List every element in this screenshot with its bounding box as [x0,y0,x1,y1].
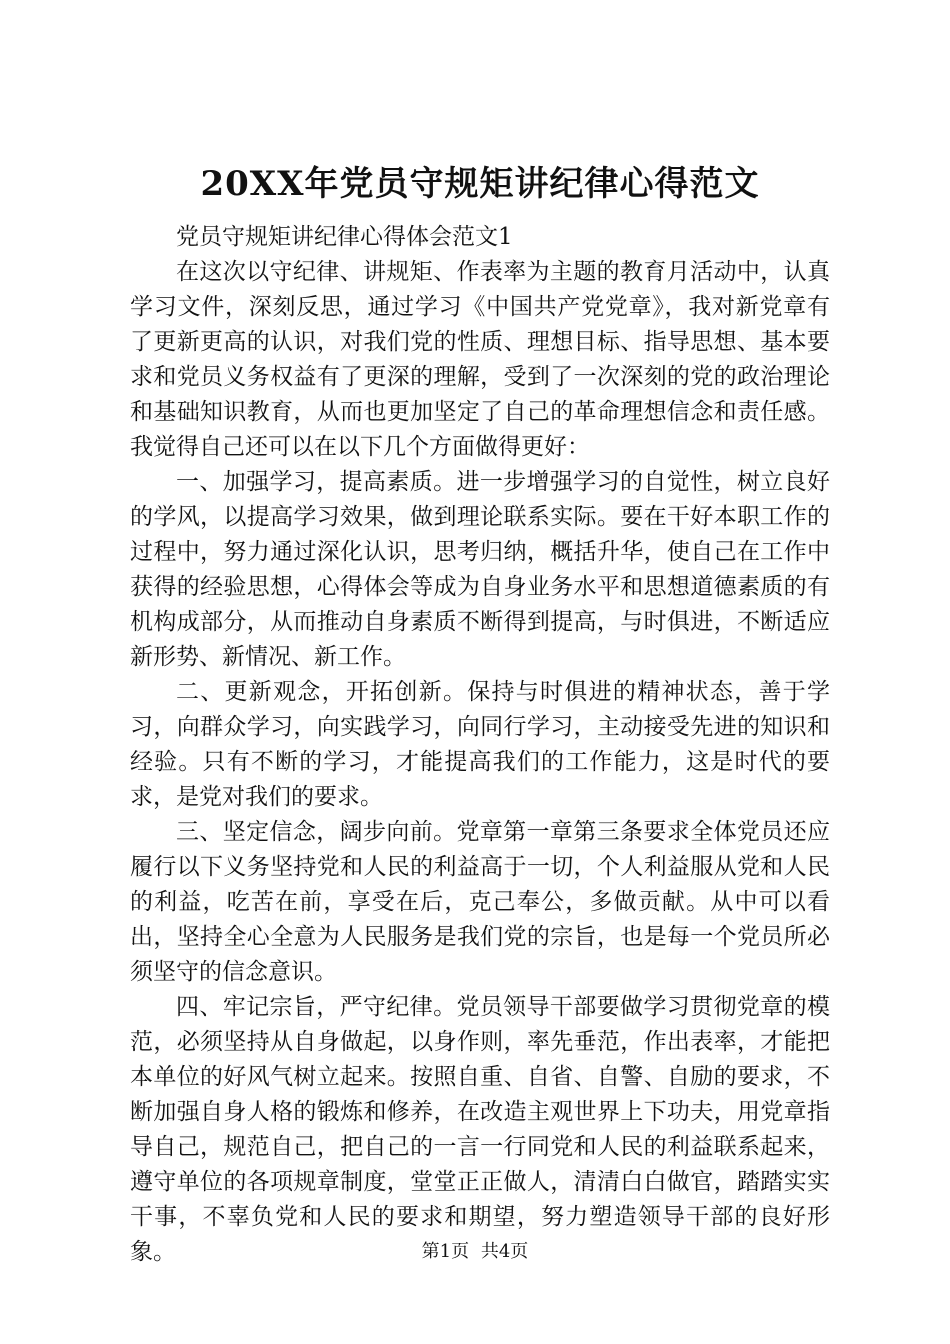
paragraph-point-4: 四、牢记宗旨，严守纪律。党员领导干部要做学习贯彻党章的模范，必须坚持从自身做起，以身作则，率先垂范，作出表率，才能把本单位的好风气树立起来。按照自重、自省、自警、自励的要求，不断加强自身人格的锻炼和修养，在改造主观世界上下功夫，用党章指导自己，规范自己，把自己的一言一行同党和人民的利益联系起来，遵守单位的各项规章制度，堂堂正正做人，清清白白做官，踏踏实实干事，不辜负党和人民的要求和期望，努力塑造领导干部的良好形象。 [130,994,830,1265]
page-number: 第1页 [421,1241,470,1262]
document-subtitle: 党员守规矩讲纪律心得体会范文1 [176,224,513,250]
paragraph-point-2: 二、更新观念，开拓创新。保持与时俱进的精神状态，善于学习，向群众学习，向实践学习，向同行学习，主动接受先进的知识和经验。只有不断的学习，才能提高我们的工作能力，这是时代的要求，是党对我们的要求。 [130,679,830,810]
page-total: 共4页 [480,1241,529,1262]
page-footer [0,1240,950,1264]
document-page [130,0,830,1270]
document-title: 20XX年党员守规矩讲纪律心得范文 [200,164,760,204]
paragraph-point-3: 三、坚定信念，阔步向前。党章第一章第三条要求全体党员还应履行以下义务坚持党和人民的利益高于一切，个人利益服从党和人民的利益，吃苦在前，享受在后，克己奉公，多做贡献。从中可以看出，坚持全心全意为人民服务是我们党的宗旨，也是每一个党员所必须坚守的信念意识。 [130,819,830,985]
paragraph-intro: 在这次以守纪律、讲规矩、作表率为主题的教育月活动中，认真学习文件，深刻反思，通过学习《中国共产党党章》，我对新党章有了更新更高的认识，对我们党的性质、理想目标、指导思想、基本要求和党员义务权益有了更深的理解，受到了一次深刻的党的政治理论和基础知识教育，从而也更加坚定了自己的革命理想信念和责任感。我觉得自己还可以在以下几个方面做得更好： [130,259,830,460]
paragraph-point-1: 一、加强学习，提高素质。进一步增强学习的自觉性，树立良好的学风，以提高学习效果，做到理论联系实际。要在干好本职工作的过程中，努力通过深化认识，思考归纳，概括升华，使自己在工作中获得的经验思想，心得体会等成为自身业务水平和思想道德素质的有机构成部分，从而推动自身素质不断得到提高，与时俱进，不断适应新形势、新情况、新工作。 [130,469,830,670]
